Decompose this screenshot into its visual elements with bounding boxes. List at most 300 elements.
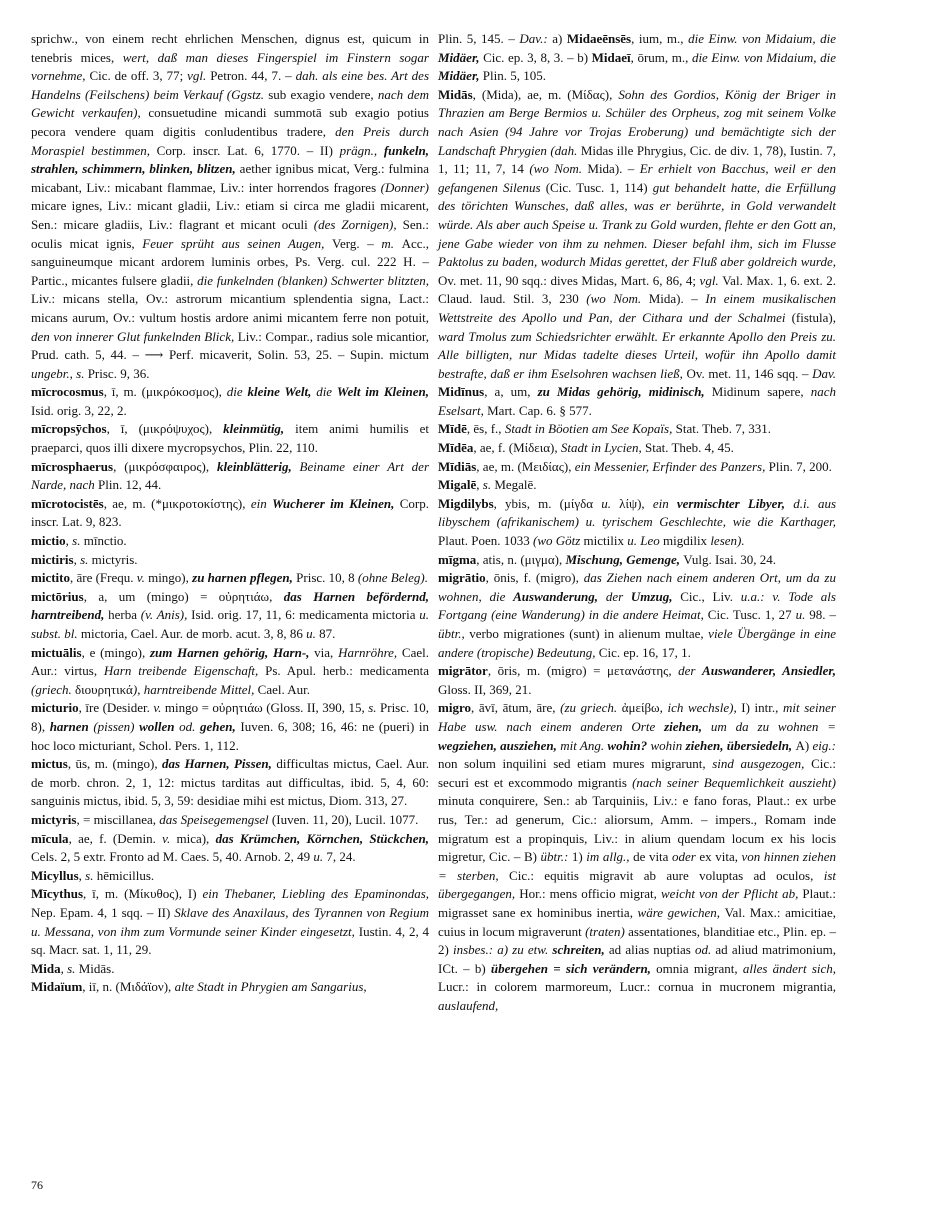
entry-text: 1) xyxy=(571,849,587,865)
dictionary-entry xyxy=(438,551,836,570)
dictionary-entry xyxy=(31,420,429,457)
entry-text: mit Ang. xyxy=(560,737,608,753)
entry-text: (traten) xyxy=(585,923,629,939)
entry-text: kleine Welt, xyxy=(247,384,317,400)
entry-text: , ōnis, f. (migro), xyxy=(485,570,584,586)
entry-text: Prisc. 10, 8), xyxy=(31,700,429,734)
entry-text: , īre (Desider. xyxy=(78,700,154,716)
entry-text: schreiten, xyxy=(552,942,609,958)
entry-text: (v. Anis), xyxy=(140,607,192,623)
entry-headword: Mīdiās xyxy=(438,458,477,474)
entry-text: Hor.: mens officio migrat, xyxy=(519,886,662,902)
entry-text: , xyxy=(60,960,68,976)
dictionary-entry xyxy=(438,476,836,495)
entry-text: non solum inquilini sed etiam mures migrarunt, xyxy=(438,756,713,772)
entry-text: , xyxy=(78,867,86,883)
entry-text: (pissen) xyxy=(93,718,140,734)
entry-text: nach Eselsart, xyxy=(438,384,836,418)
entry-text: weicht von der Pflicht ab, xyxy=(661,886,803,902)
entry-text: I) intr., xyxy=(741,700,783,716)
entry-text: A) xyxy=(795,737,813,753)
dictionary-entry xyxy=(31,867,429,886)
entry-headword: mictuālis xyxy=(31,644,82,660)
dictionary-entry xyxy=(31,644,429,700)
entry-text: zum Harnen gehörig, Harn-, xyxy=(149,644,315,660)
entry-text: , iī, n. (Μιδάϊον), xyxy=(82,979,175,995)
entry-text: d.i. aus libyschem (afrikanischem) u. tyrischem Geschlechte, wie die Karthager, xyxy=(438,495,837,530)
entry-text: Wucherer im Kleinen, xyxy=(272,495,400,511)
dictionary-entry xyxy=(31,30,429,383)
entry-text: , ūs, m. (mingo), xyxy=(67,756,162,772)
entry-text: das Harnen befördernd, harntreibend, xyxy=(31,588,429,623)
entry-text: (wo Nom. xyxy=(529,161,588,177)
entry-text: Ps. Apul. herb.: medicamenta xyxy=(265,663,429,679)
entry-text: Acc., sanguineumque micant ardorem luminis orbes, Ps. Verg. cul. 222 H. – Partic., micantes fulsere gladii, xyxy=(31,235,429,288)
entry-text: u. xyxy=(306,626,320,641)
entry-text: Prisc. 10, 8 xyxy=(296,570,358,586)
entry-text: , ī, m. (Μίκυθος), I) xyxy=(83,886,203,902)
entry-text: der xyxy=(605,588,631,604)
entry-text: , ī, (μικρόψυχος), xyxy=(106,421,224,437)
entry-text: verbo migrationes (sunt) in alienum multae, xyxy=(469,626,709,641)
entry-text: , ich wechsle), xyxy=(659,700,742,716)
entry-text: minuta conquirere, Sen.: ab Tarquiniis, Liv.: e fano foras, Plaut.: ex urbe rus, Ter.: ad generum, Cic.: aliorsum, Amm. – impers., Romam inde migratum est a propinquis, Liv.: in alium quendam locum ex his locis migretur, Cic. – B) xyxy=(438,793,836,865)
entry-text: kleinblätterig, xyxy=(216,458,300,474)
entry-text: Stadt in Böotien am See Kopaïs, xyxy=(504,421,676,437)
dictionary-entry xyxy=(438,420,836,439)
entry-text: Cael. Aur.: virtus, xyxy=(31,644,429,679)
page-number: 76 xyxy=(31,1178,43,1192)
entry-headword: mictyris xyxy=(31,811,77,827)
entry-text: Cic. Tusc. 1, 27 xyxy=(707,607,796,623)
entry-text: ein Messenier, Erfinder des Panzers, xyxy=(574,458,769,474)
dictionary-entry xyxy=(31,551,429,570)
entry-text: sub exagio vendere, xyxy=(268,86,378,102)
entry-text: v. xyxy=(162,830,177,846)
entry-text: Iustin. 4, 2, 4 sq. Macr. sat. 1, 11, 29. xyxy=(31,923,429,958)
entry-text: ein xyxy=(250,495,273,511)
entry-text: ), harntreibende Mittel, xyxy=(132,681,258,697)
dictionary-entry xyxy=(438,458,836,477)
entry-text: mingo), xyxy=(148,570,193,586)
entry-headword: mīcula xyxy=(31,830,69,846)
entry-text: das Harnen, Pissen, xyxy=(161,756,277,772)
entry-text: , ī, m. (μικρόκοσμος), xyxy=(103,384,227,400)
entry-text: Mart. Cap. 6. § 577. xyxy=(487,402,592,418)
entry-text: Sohn des Gordios, König der Briger in Thrazien am Berge Bermios u. Schüler des Orpheus, zog mit seinem Volke nach Asien (94 Jahre vor Trojas Eroberung) und bemächtigte sich der Landschaft Phrygien (dah. xyxy=(438,86,836,158)
entry-text: wollen xyxy=(139,718,180,734)
entry-headword: Mīdē xyxy=(438,421,467,437)
entry-text: Plaut.: migrasset sane ex hominibus inertia, xyxy=(438,886,837,920)
entry-text: Midās. xyxy=(78,960,115,976)
entry-text: Cic. ep. 3, 8, 3. – b) xyxy=(483,49,592,65)
entry-text: assentationes, blanditiae etc., Plin. ep. – 2) xyxy=(438,923,836,958)
entry-text: (ohne Beleg). xyxy=(357,570,428,586)
entry-text: alte Stadt in Phrygien am Sangarius, xyxy=(174,979,367,995)
entry-text: wohin xyxy=(650,737,686,753)
entry-text: Plaut. Poen. 1033 xyxy=(438,533,533,549)
entry-text: od. xyxy=(695,942,716,958)
entry-text: gehen, xyxy=(200,718,241,734)
entry-text: , atis, n. (μιγμα), xyxy=(476,551,566,567)
entry-text: (wo Nom. xyxy=(586,291,649,307)
entry-text: m. xyxy=(381,235,402,251)
entry-text: difficultas mictus, Cael. Aur. de morb. chron. 2, 1, 12: mictus tarditas aut difficultas, ibid. 5, 4, 60: sanguinis mictus, ibid. 5, 3, 59: desidiae mihi est mictus, Diom. 313, 27. xyxy=(31,756,429,809)
entry-text: migdilix xyxy=(663,533,711,549)
entry-text: Plin. 7, 200. xyxy=(768,458,832,474)
entry-text: Corp. inscr. Lat. 9, 823. xyxy=(31,495,429,530)
entry-text: von hinnen ziehen = sterben, xyxy=(438,849,836,883)
entry-text: Isid. orig. 3, 22, 2. xyxy=(31,402,127,418)
entry-headword: mictio xyxy=(31,533,66,549)
entry-text: der xyxy=(678,663,703,679)
entry-text: harnen xyxy=(49,718,94,734)
entry-text: die funkelnden (blanken) Schwerter blitzten, xyxy=(197,272,429,288)
entry-text: Cael. Aur. xyxy=(257,681,311,697)
entry-headword: mīcrocosmus xyxy=(31,384,104,400)
entry-text: ein Thebaner, Liebling des Epaminondas, xyxy=(202,886,430,902)
entry-text: Sen.: oculis micat ignis, xyxy=(31,216,429,251)
entry-text: , ae, m. (Μειδίας), xyxy=(476,458,575,474)
dictionary-entry xyxy=(438,86,836,421)
dictionary-entry xyxy=(438,30,836,86)
entry-text: Prisc. 9, 36. xyxy=(87,365,150,381)
entry-text: das Krümchen, Körnchen, Stückchen, xyxy=(215,830,429,846)
entry-text: de vita xyxy=(633,849,672,865)
entry-text: , āvī, ātum, āre, xyxy=(470,700,561,716)
entry-headword: micturio xyxy=(31,700,79,716)
entry-text: , āre (Frequ. xyxy=(69,570,137,586)
entry-text: zu Midas gehörig, midinisch, xyxy=(537,384,712,400)
entry-text: Harnröhre, xyxy=(338,644,402,660)
entry-text: Midaeī xyxy=(591,49,631,65)
entry-text: Midinum sapere, xyxy=(711,384,811,400)
entry-text: , ēs, f., xyxy=(466,421,505,437)
entry-text: Plin. 5, 105. xyxy=(482,68,547,84)
entry-headword: migrātio xyxy=(438,570,486,586)
entry-text: Dav. xyxy=(812,365,837,381)
entry-headword: Migdilybs xyxy=(438,495,494,511)
entry-text: kleinmütig, xyxy=(223,421,296,437)
entry-text: , = miscillanea, xyxy=(76,811,160,827)
entry-text: Stat. Theb. 4, 45. xyxy=(644,440,734,456)
entry-text: (griech. xyxy=(31,681,76,697)
dictionary-entry xyxy=(31,811,429,830)
entry-text: s. xyxy=(368,700,381,716)
entry-text: Ov. met. 11, 146 sqq. – xyxy=(686,365,813,381)
dictionary-entry xyxy=(438,439,836,458)
entry-text: ward Tmolus zum Schiedsrichter erwählt. Er erkannte Apollo den Preis zu. Alle billigten, nur Midas tadelte dieses Urteil, wofür ihn Apollo damit bestrafte, daß er ihm Eselsohren wachsen ließ, xyxy=(438,328,836,381)
entry-text: via, xyxy=(314,644,339,660)
dictionary-entry xyxy=(31,532,429,551)
entry-text: Liv.: Compar., radius sole micantior, Prud. cath. 5, 44. – ⟶ Perf. micaverit, Solin. 53, 25. – Supin. mictum xyxy=(31,328,429,363)
entry-text: λίψ), xyxy=(619,495,653,511)
entry-text: s. xyxy=(85,867,97,883)
entry-text: , ium, m., xyxy=(631,31,689,46)
entry-text: die xyxy=(316,384,337,400)
entry-text: Megalē. xyxy=(494,477,537,493)
entry-text: (zu griech. xyxy=(560,700,622,716)
entry-text: Cic. de off. 3, 77; xyxy=(89,68,188,84)
entry-text: Cic., Liv. xyxy=(680,588,741,604)
entry-text: Midaeēnsēs xyxy=(566,31,632,46)
entry-text: im allg., xyxy=(586,849,634,865)
entry-text: Plin. 12, 44. xyxy=(98,477,162,493)
entry-text: auslaufend, xyxy=(438,997,499,1013)
entry-text: Feuer sprüht aus seinen Augen, xyxy=(142,235,333,251)
entry-text: Cic.: securi est et excommodo migrantis xyxy=(438,756,836,790)
entry-text: a) xyxy=(552,31,567,46)
entry-text: Petron. 44, 7. – xyxy=(210,68,296,84)
entry-headword: mīcrotocistēs xyxy=(31,495,104,511)
entry-text: mictoria, Cael. Aur. de morb. acut. 3, 8, 86 xyxy=(80,626,307,641)
entry-text: vgl. xyxy=(699,272,723,288)
entry-text: od. xyxy=(179,718,201,734)
entry-headword: mictito xyxy=(31,570,70,586)
entry-text: vgl. xyxy=(187,68,211,84)
entry-text: alles ändert sich, xyxy=(742,960,837,976)
entry-text: zu harnen pflegen, xyxy=(192,570,297,586)
entry-text: herba xyxy=(108,607,141,623)
entry-text: , (Mida), ae, m. (Μίδας), xyxy=(472,86,619,102)
entry-text: funkeln, strahlen, schimmern, blinken, blitzen, xyxy=(31,142,429,177)
entry-text: u. xyxy=(795,607,810,623)
dictionary-entry xyxy=(438,662,836,699)
entry-text: omnia migrant, xyxy=(656,960,743,976)
entry-text: Beiname einer Art der Narde, nach xyxy=(31,458,429,493)
entry-text: u. xyxy=(313,849,327,865)
dictionary-entry xyxy=(438,699,836,1015)
entry-text: prägn., xyxy=(339,142,384,158)
entry-text: insbes.: a) zu etw. xyxy=(452,942,553,958)
entry-text: lesen). xyxy=(710,533,745,549)
entry-text: mica), xyxy=(176,830,216,846)
entry-text: Cels. 2, 5 extr. Fronto ad M. Caes. 5, 40. Arnob. 2, 49 xyxy=(31,849,314,865)
entry-text: Val. Max.: amicitiae, cuius in locum migraverunt xyxy=(438,904,836,939)
entry-text: Midīnus xyxy=(438,384,485,400)
entry-text: διουρητικά xyxy=(75,681,133,697)
entry-text: mictilix xyxy=(583,533,628,549)
dictionary-entry xyxy=(31,383,429,420)
dictionary-entry xyxy=(31,885,429,959)
entry-text: ziehen, xyxy=(664,718,711,734)
entry-text: Vulg. Isai. 30, 24. xyxy=(683,551,776,567)
entry-text: ziehen, übersiedeln, xyxy=(685,737,796,753)
entry-text: u. Leo xyxy=(627,533,663,549)
entry-text: vermischter Libyer, xyxy=(676,495,794,511)
entry-headword: Mīdēa xyxy=(438,440,474,456)
entry-text: Welt im Kleinen, xyxy=(336,384,429,400)
entry-text: Midäer, xyxy=(438,68,483,84)
entry-headword: Mīcythus xyxy=(31,886,83,902)
entry-text: , ae, f. (Demin. xyxy=(68,830,163,846)
entry-text: mictyris. xyxy=(91,551,138,567)
entry-text: , ybis, m. (μίγδα xyxy=(493,495,602,511)
entry-text: , (μικρόσφαιρος), xyxy=(113,458,217,474)
entry-headword: mīcrosphaerus xyxy=(31,458,114,474)
entry-text: eig.: xyxy=(812,737,836,753)
entry-text: , xyxy=(65,533,73,549)
entry-text: In einem musikalischen Wettstreite des Apollo und Pan, der Cithara und der Schalmei xyxy=(438,291,837,325)
entry-text: Mida). – xyxy=(648,291,706,307)
entry-text: Plin. 5, 145. – xyxy=(438,31,520,46)
entry-text: viele Übergänge in eine andere (tropische) Bedeutung, xyxy=(438,626,836,660)
entry-text: Dav.: xyxy=(519,31,553,46)
left-column xyxy=(31,30,429,997)
entry-text: , ae, m. (*μικροτοκίστης), xyxy=(103,495,251,511)
entry-text: Iuven. 6, 308; 16, 46: ne (pueri) in hoc loco micturiant, Schol. Pers. 1, 112. xyxy=(31,718,430,753)
entry-text: s. xyxy=(72,533,84,549)
entry-text: gut behandelt hatte, die Erfüllung des törichten Wunsches, daß alles, was er berührte, in Gold verwandelt würde. Als aber auch Speise u. Trank zu Gold wurden, flehte er den Gott an, jene Gabe wieder von ihm zu nehmen. Dieser befahl ihm, sich im Flusse Paktolus zu baden, wodurch Midas gerettet, der Fluß aber goldreich wurde, xyxy=(438,179,836,270)
entry-text: Stadt in Lycien, xyxy=(560,440,645,456)
entry-text: dah. als eine bes. Art des Handelns (Feilschens) beim Verkauf (Ggstz. xyxy=(31,68,430,102)
entry-text: v. xyxy=(136,570,149,586)
entry-text: u.a.: v. Tode als Fortgang (eine Wanderung) in die andere Heimat, xyxy=(438,588,836,623)
entry-text: (wo Götz xyxy=(532,533,584,549)
entry-text: mingo = οὐρητιάω (Gloss. II, 390, 15, xyxy=(164,700,369,716)
entry-text: ex vita, xyxy=(699,849,742,865)
entry-text: v. xyxy=(153,700,165,716)
entry-text: , xyxy=(73,551,81,567)
entry-text: , ōrum, m., xyxy=(630,49,692,65)
entry-text: mit seiner Habe usw. nach einem anderen Orte xyxy=(438,700,836,734)
entry-text: sprichw., von einem recht ehrlichen Menschen, xyxy=(31,31,306,46)
entry-text: den von innerer Glut funkelnden Blick, xyxy=(31,328,238,344)
entry-headword: Midaïum xyxy=(31,979,83,995)
dictionary-entry xyxy=(31,699,429,755)
entry-text: s. xyxy=(80,551,92,567)
entry-text: Cic.: equitis migravit ab aure voluptas ad oculos, xyxy=(509,867,824,883)
entry-text: (des Zornigen), xyxy=(313,216,403,232)
entry-headword: mīgma xyxy=(438,551,477,567)
entry-text: sind ausgezogen, xyxy=(712,756,812,772)
entry-text: Isid. orig. 17, 11, 6: medicamenta mictoria xyxy=(191,607,420,623)
entry-text: das Ziehen nach einem anderen Ort, um da zu wohnen, die xyxy=(438,570,836,604)
entry-headword: Migalē xyxy=(438,477,477,493)
right-column xyxy=(438,30,836,1015)
entry-text: wäre gewichen, xyxy=(637,904,725,920)
entry-headword: migro xyxy=(438,700,471,716)
entry-text: 7, 24. xyxy=(326,849,356,865)
entry-text: Cic. ep. 16, 17, 1. xyxy=(598,644,691,660)
entry-text: consuetudine micandi summotā sub exagio potius pecora vendere quam digitis conludentibus tradere, xyxy=(31,105,429,139)
entry-text: item animi humilis et praeparci, quos illi dixere mycropsychos, Plin. 22, 110. xyxy=(31,421,429,456)
entry-text: übtr.: xyxy=(540,849,572,865)
entry-text: ἀμείβω xyxy=(621,700,660,716)
entry-text: oder xyxy=(672,849,700,865)
entry-text: ist übergegangen, xyxy=(438,867,837,902)
entry-text: übergehen = sich verändern, xyxy=(490,960,657,976)
entry-text: u. subst. bl. xyxy=(31,607,430,641)
entry-text: 87. xyxy=(319,626,336,641)
dictionary-entry xyxy=(438,569,836,662)
dictionary-entry xyxy=(31,569,429,588)
entry-text: dignus est, quicum in tenebris mices, xyxy=(31,31,430,65)
entry-text: Ov. met. 11, 90 sqq.: dives Midas, Mart. 6, 86, 4; xyxy=(438,272,700,288)
dictionary-entry xyxy=(31,495,429,532)
entry-text: , xyxy=(476,477,483,493)
entry-text: hēmicillus. xyxy=(96,867,155,883)
entry-text: (fistula), xyxy=(791,309,836,325)
entry-headword: migrātor xyxy=(438,663,488,679)
entry-text: , ae, f. (Μίδεια), xyxy=(473,440,561,456)
entry-text: die Einw. von Midaium, die xyxy=(688,31,836,46)
entry-text: Er erhielt von Bacchus, weil er den gefangenen Silenus xyxy=(438,161,836,195)
entry-text: s. xyxy=(482,477,495,493)
entry-text: Verg. – xyxy=(332,235,382,251)
entry-text: das Speisegemengsel xyxy=(159,811,272,827)
entry-text: die xyxy=(226,384,248,400)
entry-text: u. xyxy=(601,495,620,511)
entry-text: Umzug, xyxy=(630,588,681,604)
dictionary-entry xyxy=(31,978,429,997)
entry-text: wohin? xyxy=(607,737,651,753)
entry-text: Liv.: micans stella, Ov.: astrorum micantium splendentia signa, Lact.: micans aurum, Ov.: vultum hostis ardore animi micantem ferre non potuit, xyxy=(31,291,429,325)
entry-text: Nep. Epam. 4, 1 sqq. – II) xyxy=(31,904,175,920)
entry-text: , ōris, m. (migro) = μετανάστης, xyxy=(487,663,679,679)
entry-text: (Cic. Tusc. 1, 114) xyxy=(545,179,653,195)
dictionary-entry xyxy=(31,960,429,979)
entry-text: den Preis durch Moraspiel bestimmen, xyxy=(31,123,429,158)
entry-text: Mida). – xyxy=(587,161,640,177)
entry-text: wert, daß man dieses Fingerspiel im Finstern sogar vornehme, xyxy=(31,49,429,84)
entry-text: Auswanderung, xyxy=(513,588,606,604)
entry-text: um da zu wohnen = xyxy=(710,718,837,734)
entry-text: die Einw. von Midaium, die xyxy=(691,49,837,65)
entry-text: Lucr.: in colorem marmoreum, Lucr.: cornua in mucronem migrantia, xyxy=(438,979,836,995)
dictionary-entry xyxy=(438,495,836,551)
entry-text: (Donner) xyxy=(380,179,429,195)
entry-text: ungebr., s. xyxy=(31,365,88,381)
entry-text: s. xyxy=(67,960,79,976)
entry-text: Mischung, Gemenge, xyxy=(565,551,684,567)
entry-text: wegziehen, ausziehen, xyxy=(438,737,561,753)
entry-headword: Micyllus xyxy=(31,867,79,883)
entry-text: nach dem Gewicht verkaufen), xyxy=(31,86,429,121)
entry-headword: mictiris xyxy=(31,551,74,567)
entry-headword: mictus xyxy=(31,756,68,772)
entry-text: Harn treibende Eigenschaft, xyxy=(103,663,266,679)
entry-headword: mīcropsȳchos xyxy=(31,421,107,437)
dictionary-entry xyxy=(31,588,429,644)
entry-text: 98. – xyxy=(809,607,836,623)
entry-text: Gloss. II, 369, 21. xyxy=(438,681,532,697)
dictionary-entry xyxy=(31,755,429,811)
entry-text: ein xyxy=(652,495,677,511)
entry-text: (nach seiner Bequemlichkeit auszieht) xyxy=(632,774,836,790)
entry-text: Stat. Theb. 7, 331. xyxy=(675,421,772,437)
entry-text: Corp. inscr. Lat. 6, 1770. – II) xyxy=(156,142,340,158)
entry-text: , a, um, xyxy=(484,384,538,400)
entry-text: mīnctio. xyxy=(83,533,127,549)
entry-headword: Midās xyxy=(438,86,473,102)
entry-text: ad aliud matrimonium, ICt. – b) xyxy=(438,942,836,976)
entry-text: micare ignes, Liv.: micant gladii, Liv.: etiam si circa me gladii micarent, Sen.: micare gladiis, Liv.: flagrant et micant oculi xyxy=(31,198,429,232)
entry-text: Val. Max. 1, 6. ext. 2. Claud. laud. Stil. 3, 230 xyxy=(438,272,836,307)
entry-text: , e (mingo), xyxy=(81,644,150,660)
dictionary-entry xyxy=(31,458,429,495)
entry-text: aether ignibus micat, Verg.: fulmina micabant, Liv.: micabant flammae, Liv.: inter horrendos fragores xyxy=(31,161,429,195)
entry-text: Auswanderer, Ansiedler, xyxy=(702,663,836,679)
entry-text: Sklave des Anaxilaus, des Tyrannen von Regium u. Messana, von ihm zum Vormunde seiner Kinder eingesetzt, xyxy=(31,904,429,939)
dictionary-entry xyxy=(31,830,429,867)
entry-text: (Iuven. 11, 20), Lucil. 1077. xyxy=(271,811,419,827)
entry-text: , a, um (mingo) = οὐρητιάω, xyxy=(83,588,284,604)
entry-text: Midäer, xyxy=(438,49,484,65)
entry-text: Midas ille Phrygius, Cic. de div. 1, 78), Iustin. 7, 1, 11; 11, 7, 14 xyxy=(438,142,836,177)
entry-text: übtr., xyxy=(438,626,470,641)
entry-headword: Mida xyxy=(31,960,61,976)
